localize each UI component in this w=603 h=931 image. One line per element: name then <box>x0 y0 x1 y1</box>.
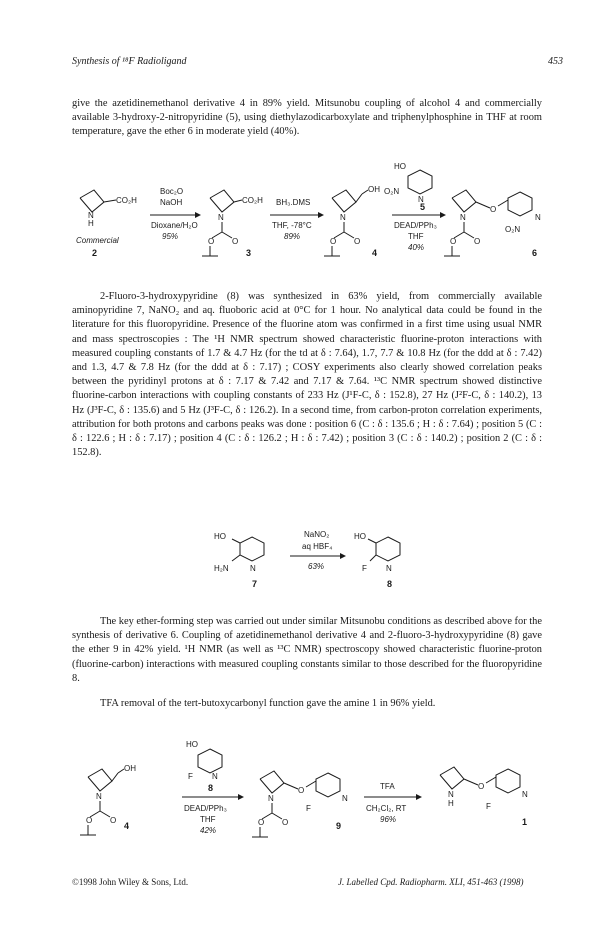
c2-n: N <box>88 211 94 220</box>
paragraph-1-text: give the azetidinemethanol derivative 4 in 89% yield. Mitsunobu coupling of alcohol 4 and commercially available 3-hydroxy-2-nitropyridine (5), using diethylazodicarboxylate and triphenylphosphine in THF at room temperature, gave the ether 6 in moderate yield (40%). <box>72 98 542 138</box>
running-title: Synthesis of ¹⁸F Radioligand <box>72 56 187 67</box>
svg-text:O: O <box>450 237 457 246</box>
s3-r8-f: F <box>188 772 193 781</box>
c1-n: N <box>522 790 528 799</box>
s3-reagent-8-structure <box>186 740 222 781</box>
c9-o: O <box>298 786 305 795</box>
compound-8-structure <box>354 532 400 573</box>
svg-text:O: O <box>86 816 93 825</box>
compound-3-structure <box>202 190 263 256</box>
c9-f: F <box>306 804 311 813</box>
compound-3-label: 3 <box>246 248 252 258</box>
c7-h2n: H₂N <box>214 564 229 573</box>
c7-ho: HO <box>214 532 226 541</box>
svg-text:N: N <box>96 792 102 801</box>
r5-no2: O₂N <box>384 187 400 196</box>
s3-step1-solvent: THF <box>200 815 216 824</box>
compound-9-structure <box>252 771 348 837</box>
c8-f: F <box>362 564 367 573</box>
compound-6-structure <box>444 190 541 256</box>
step1-yield: 95% <box>162 232 179 241</box>
c1-o: O <box>478 782 485 791</box>
c8-n: N <box>386 564 392 573</box>
reagent-5-structure <box>384 162 432 204</box>
compound-1-structure <box>440 767 528 811</box>
c1-f: F <box>486 802 491 811</box>
c6-n: N <box>535 213 541 222</box>
paragraph-1 <box>72 97 542 140</box>
s2-reagent-1: NaNO₂ <box>304 530 330 539</box>
svg-text:N: N <box>460 213 466 222</box>
compound-6-label: 6 <box>532 248 538 258</box>
s3-step2-reagent: TFA <box>380 782 395 791</box>
step1-reagent-1: Boc₂O <box>160 187 184 196</box>
scheme-2 <box>0 525 603 595</box>
c8-ho: HO <box>354 532 366 541</box>
svg-text:N: N <box>268 794 274 803</box>
c2-h: H <box>88 219 94 228</box>
scheme-3 <box>0 735 603 845</box>
step2-reagent: BH₃.DMS <box>276 198 311 207</box>
compound-9-label: 9 <box>336 821 342 831</box>
svg-text:N: N <box>218 213 224 222</box>
copyright: ©1998 John Wiley & Sons, Ltd. <box>72 877 189 887</box>
svg-text:O: O <box>474 237 481 246</box>
paragraph-3 <box>72 615 542 686</box>
svg-text:O: O <box>330 237 337 246</box>
paragraph-2-text: 2-Fluoro-3-hydroxypyridine (8) was synthesized in 63% yield, from commercially available aminopyridine 7, NaNO₂ and aq. fluoboric acid at 0°C for 1 hour. No analytical data could be found in the literature for this fluoropyridine. Presence of the fluorine atom was confirmed in a first time using usual NMR and mass spectroscopies : The ¹H NMR spectrum showed characteristic fluorine-proton interactions with measured coupling constants of 1.7 & 4.7 Hz (for the td at δ : 7.64), 1.7, 7.7 & 10.8 Hz (for the ddd at δ : 7.42) and 1.3, 4.7 & 7.8 Hz (for the ddd at δ : 7.17) ; COSY experiments also clearly showed correlation peaks between the pyridinyl protons at δ : 7.17 & 7.42 and 7.17 & 7.64. ¹³C NMR spectrum showed distinctive fluorine-carbon interactions with coupling constants of 233 Hz (J¹F-C, δ : 152.8), 27 Hz (J²F-C, δ : 140.2), 13 Hz (J³F-C, δ : 135.6) and 5 Hz (J³F-C, δ : 126.2). In a second time, from carbon-proton correlation experiments, attribution for both protons and carbons peaks was done : position 6 (C : δ : 135.6 ; H : δ : 7.64) ; position 5 (C : δ : 122.6 ; H : δ : 7.17) ; position 4 (C : δ : 126.2 ; H : δ : 7.42) ; position 3 (C : δ : 140.2) ; position 2 (C : δ : 152.8). <box>72 291 542 459</box>
compound-2-label: 2 <box>92 248 98 258</box>
s3-step2-yield: 96% <box>380 815 397 824</box>
svg-text:O: O <box>282 818 289 827</box>
compound-8-label: 8 <box>387 579 393 589</box>
svg-text:O: O <box>354 237 361 246</box>
svg-text:O: O <box>110 816 117 825</box>
journal-citation: J. Labelled Cpd. Radiopharm. XLI, 451-463 (1998) <box>338 877 524 887</box>
page-number: 453 <box>548 56 563 67</box>
compound-4-structure <box>324 185 380 256</box>
s3-r8-n: N <box>212 772 218 781</box>
svg-text:O: O <box>208 237 215 246</box>
r5-n: N <box>418 195 424 204</box>
step3-yield: 40% <box>408 243 425 252</box>
c2-co2h: CO₂H <box>116 196 137 205</box>
compound-7-label: 7 <box>252 579 258 589</box>
s3-compound-4-label: 4 <box>124 821 130 831</box>
paragraph-4-text: TFA removal of the tert-butoxycarbonyl function gave the amine 1 in 96% yield. <box>100 698 436 709</box>
step1-solvent: Dioxane/H₂O <box>151 221 198 230</box>
compound-1-label: 1 <box>522 817 528 827</box>
paragraph-3-text: The key ether-forming step was carried out under similar Mitsunobu conditions as described above for the synthesis of derivative 6. Coupling of azetidinemethanol derivative 4 and 2-fluoro-3-hydroxypyridine (8) gave the ether 9 in 42% yield. ¹H NMR (as well as ¹³C NMR) spectroscopy showed characteristic fluorine-proton (fluorine-carbon) interactions with measured coupling constants similar to those described for the fluoropyridine 8. <box>72 616 542 684</box>
scheme-1 <box>0 160 603 280</box>
svg-text:N: N <box>448 790 454 799</box>
step3-reagent: DEAD/PPh₃ <box>394 221 437 230</box>
c6-no2: O₂N <box>505 225 521 234</box>
c3-co2h: CO₂H <box>242 196 263 205</box>
c4-oh: OH <box>368 185 380 194</box>
s3-c4-oh: OH <box>124 764 136 773</box>
s2-reagent-2: aq HBF₄ <box>302 542 333 551</box>
s3-r8-ho: HO <box>186 740 198 749</box>
r5-ho: HO <box>394 162 406 171</box>
reagent-5-label: 5 <box>420 202 426 212</box>
svg-text:O: O <box>232 237 239 246</box>
step2-yield: 89% <box>284 232 301 241</box>
c9-n: N <box>342 794 348 803</box>
commercial-label: Commercial <box>76 236 119 245</box>
step3-solvent: THF <box>408 232 424 241</box>
c1-h: H <box>448 799 454 808</box>
step2-conditions: THF, -78°C <box>272 221 312 230</box>
s3-reagent-8-label: 8 <box>208 783 214 793</box>
c7-n: N <box>250 564 256 573</box>
compound-7-structure <box>214 532 264 573</box>
compound-4-label: 4 <box>372 248 378 258</box>
step1-reagent-2: NaOH <box>160 198 183 207</box>
paragraph-2 <box>72 290 542 460</box>
compound-2-structure <box>80 190 137 228</box>
c6-o: O <box>490 205 497 214</box>
paragraph-4 <box>72 697 542 711</box>
svg-text:N: N <box>340 213 346 222</box>
s3-step1-reagent: DEAD/PPh₃ <box>184 804 227 813</box>
s2-yield: 63% <box>308 562 325 571</box>
s3-step2-conditions: CH₂Cl₂, RT <box>366 804 407 813</box>
s3-step1-yield: 42% <box>200 826 217 835</box>
svg-text:O: O <box>258 818 265 827</box>
